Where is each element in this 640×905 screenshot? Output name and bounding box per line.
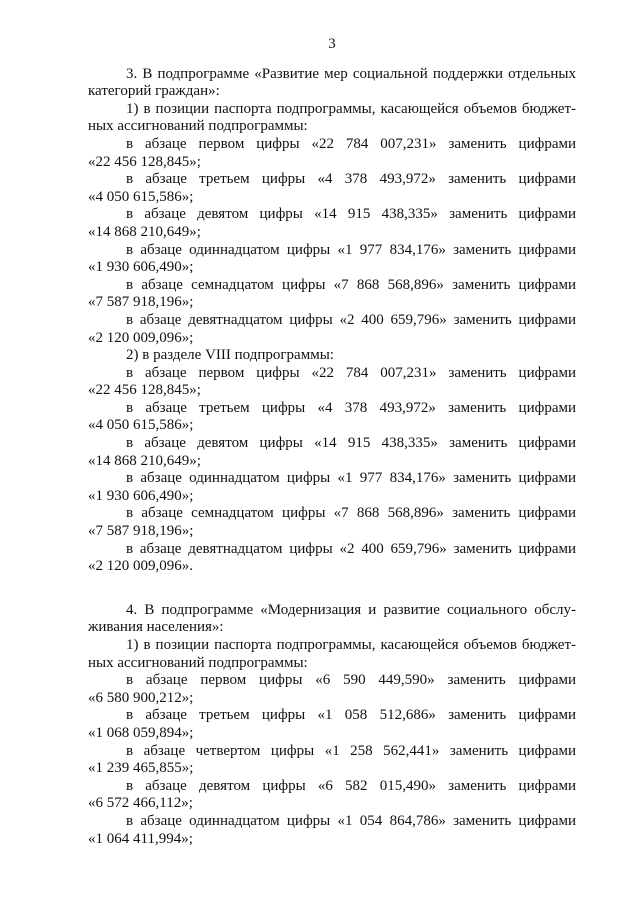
clause-item [88,400,576,435]
clause-cont: «2 120 009,096». [88,558,193,575]
clause-cont: «7 587 918,196»; [88,294,194,311]
clause-cont: «1 930 606,490»; [88,259,194,276]
clause-item [88,136,576,171]
section-4-sub1-list [88,672,576,848]
clause-line: в абзаце первом цифры «22 784 007,231» заменить цифрами [126,135,576,152]
clause-line: в абзаце третьем цифры «4 378 493,972» заменить цифрами [126,399,576,416]
clause-line: в абзаце семнадцатом цифры «7 868 568,896» заменить цифрами [126,505,576,522]
clause-item [88,672,576,707]
clause-cont: «14 868 210,649»; [88,452,201,469]
clause-line: в абзаце девятом цифры «14 915 438,335» заменить цифрами [126,206,576,223]
clause-cont: «1 064 411,994»; [88,830,193,847]
clause-cont: «22 456 128,845»; [88,153,201,170]
section-3-sub1: 1) в позиции паспорта подпрограммы, касающейся объемов бюджет-ных ассигнований подпрограммы: [88,100,576,135]
section-gap [88,576,576,602]
section-4-heading: 4. В подпрограмме «Модернизация и развитие социального обслу-живания населения»: [88,601,576,636]
clause-line: в абзаце первом цифры «22 784 007,231» заменить цифрами [126,364,576,381]
clause-cont: «22 456 128,845»; [88,382,201,399]
clause-cont: «1 068 059,894»; [88,724,194,741]
clause-line: в абзаце третьем цифры «4 378 493,972» заменить цифрами [126,171,576,188]
clause-item [88,312,576,347]
clause-item [88,541,576,576]
clause-cont: «1 239 465,855»; [88,760,194,777]
clause-line: в абзаце девятом цифры «6 582 015,490» заменить цифрами [126,777,576,794]
section-3-sub2: 2) в разделе VIII подпрограммы: [126,347,334,364]
clause-cont: «6 572 466,112»; [88,795,193,812]
clause-cont: «4 050 615,586»; [88,188,194,205]
clause-item [88,365,576,400]
clause-line: в абзаце девятнадцатом цифры «2 400 659,796» заменить цифрами [126,540,576,557]
clause-cont: «1 930 606,490»; [88,487,194,504]
section-3-sub2-list [88,365,576,576]
clause-item [88,707,576,742]
clause-item [88,470,576,505]
clause-cont: «4 050 615,586»; [88,417,194,434]
clause-cont: «2 120 009,096»; [88,329,194,346]
clause-cont: «14 868 210,649»; [88,223,201,240]
clause-line: в абзаце девятнадцатом цифры «2 400 659,796» заменить цифрами [126,311,576,328]
clause-line: в абзаце четвертом цифры «1 258 562,441» заменить цифрами [126,742,576,759]
clause-line: в абзаце девятом цифры «14 915 438,335» заменить цифрами [126,435,576,452]
clause-item [88,743,576,778]
document-page [88,36,576,848]
clause-item [88,435,576,470]
clause-line: в абзаце третьем цифры «1 058 512,686» заменить цифрами [126,707,576,724]
section-3-sub1-list [88,136,576,347]
clause-item [88,778,576,813]
clause-cont: «7 587 918,196»; [88,523,194,540]
clause-line: в абзаце семнадцатом цифры «7 868 568,896» заменить цифрами [126,276,576,293]
clause-item [88,206,576,241]
section-3-heading: 3. В подпрограмме «Развитие мер социальной поддержки отдельных категорий граждан»: [88,65,576,100]
clause-item [88,277,576,312]
clause-line: в абзаце одиннадцатом цифры «1 054 864,786» заменить цифрами [126,812,576,829]
clause-line: в абзаце первом цифры «6 590 449,590» заменить цифрами [126,672,576,689]
clause-item [88,813,576,848]
clause-cont: «6 580 900,212»; [88,689,194,706]
clause-item [88,242,576,277]
clause-item [88,505,576,540]
section-4-sub1: 1) в позиции паспорта подпрограммы, касающейся объемов бюджет-ных ассигнований подпрограммы: [88,637,576,671]
clause-line: в абзаце одиннадцатом цифры «1 977 834,176» заменить цифрами [126,470,576,487]
clause-line: в абзаце одиннадцатом цифры «1 977 834,176» заменить цифрами [126,241,576,258]
clause-item [88,171,576,206]
page-number: 3 [328,36,336,52]
